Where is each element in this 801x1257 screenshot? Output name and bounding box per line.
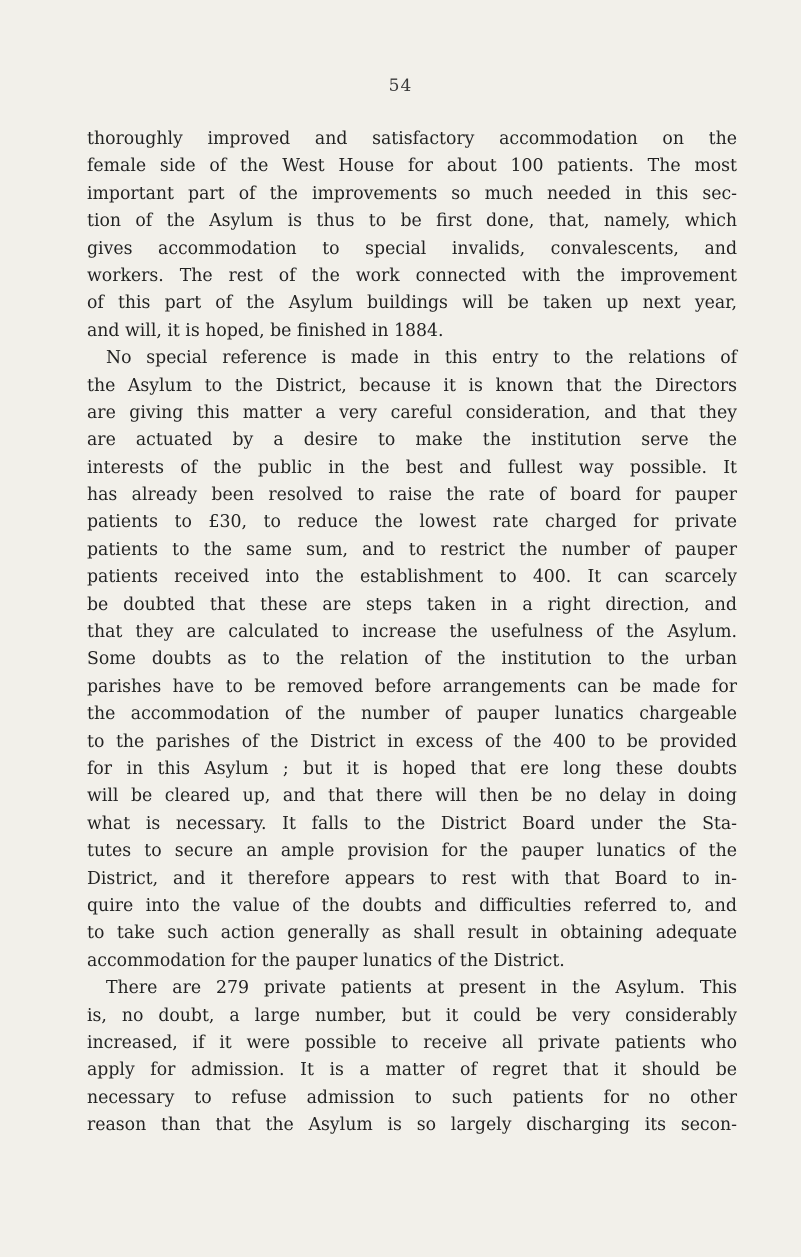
text-line: increased, if it were possible to receive all private patients who	[87, 1032, 737, 1053]
text-line: reason than that the Asylum is so largely discharging its secon-	[87, 1115, 737, 1136]
text-line: the accommodation of the number of pauper lunatics chargeable	[87, 704, 737, 725]
text-line: is, no doubt, a large number, but it could be very considerably	[87, 1005, 737, 1026]
text-line: be doubted that these are steps taken in a right direction, and	[87, 594, 737, 615]
text-line: important part of the improvements so much needed in this sec-	[87, 183, 737, 204]
text-line: patients to the same sum, and to restrict the number of pauper	[87, 539, 737, 560]
text-line: There are 279 private patients at present in the Asylum. This	[106, 978, 737, 999]
text-line: the Asylum to the District, because it is known that the Directors	[87, 375, 737, 396]
text-line: Some doubts as to the relation of the institution to the urban	[87, 649, 737, 670]
text-line: will be cleared up, and that there will then be no delay in doing	[87, 786, 737, 807]
text-line: District, and it therefore appears to rest with that Board to in-	[87, 868, 737, 889]
text-line: female side of the West House for about 100 patients. The most	[87, 156, 737, 177]
text-line: for in this Asylum ; but it is hoped that ere long these doubts	[87, 758, 737, 779]
body-text	[87, 126, 737, 1139]
text-line: No special reference is made in this entry to the relations of	[106, 348, 737, 369]
text-line: that they are calculated to increase the usefulness of the Asylum.	[87, 622, 737, 643]
text-line: apply for admission. It is a matter of regret that it should be	[87, 1060, 737, 1081]
text-line: to take such action generally as shall result in obtaining adequate	[87, 923, 737, 944]
text-line: are giving this matter a very careful consideration, and that they	[87, 402, 737, 423]
text-line: tutes to secure an ample provision for the pauper lunatics of the	[87, 841, 737, 862]
text-line: patients to £30, to reduce the lowest rate charged for private	[87, 512, 737, 533]
text-line: necessary to refuse admission to such patients for no other	[87, 1087, 737, 1108]
text-line: workers. The rest of the work connected with the improvement	[87, 265, 737, 286]
page-number: 54	[388, 76, 413, 96]
text-line: parishes have to be removed before arrangements can be made for	[87, 676, 737, 697]
text-line: thoroughly improved and satisfactory accommodation on the	[87, 129, 737, 149]
text-line: has already been resolved to raise the rate of board for pauper	[87, 485, 737, 506]
text-line: of this part of the Asylum buildings will be taken up next year,	[87, 293, 737, 314]
text-line: quire into the value of the doubts and difficulties referred to, and	[87, 895, 737, 916]
text-line: to the parishes of the District in excess of the 400 to be provided	[87, 731, 737, 752]
text-line: patients received into the establishment to 400. It can scarcely	[87, 567, 737, 588]
text-line: accommodation for the pauper lunatics of the District.	[87, 950, 565, 971]
text-line: tion of the Asylum is thus to be first done, that, namely, which	[87, 211, 737, 232]
text-line: are actuated by a desire to make the institution serve the	[87, 430, 737, 451]
text-line: and will, it is hoped, be finished in 1884.	[87, 320, 444, 341]
text-line: gives accommodation to special invalids, convalescents, and	[87, 238, 737, 259]
text-line: what is necessary. It falls to the District Board under the Sta-	[87, 813, 737, 834]
text-line: interests of the public in the best and fullest way possible. It	[87, 457, 737, 478]
